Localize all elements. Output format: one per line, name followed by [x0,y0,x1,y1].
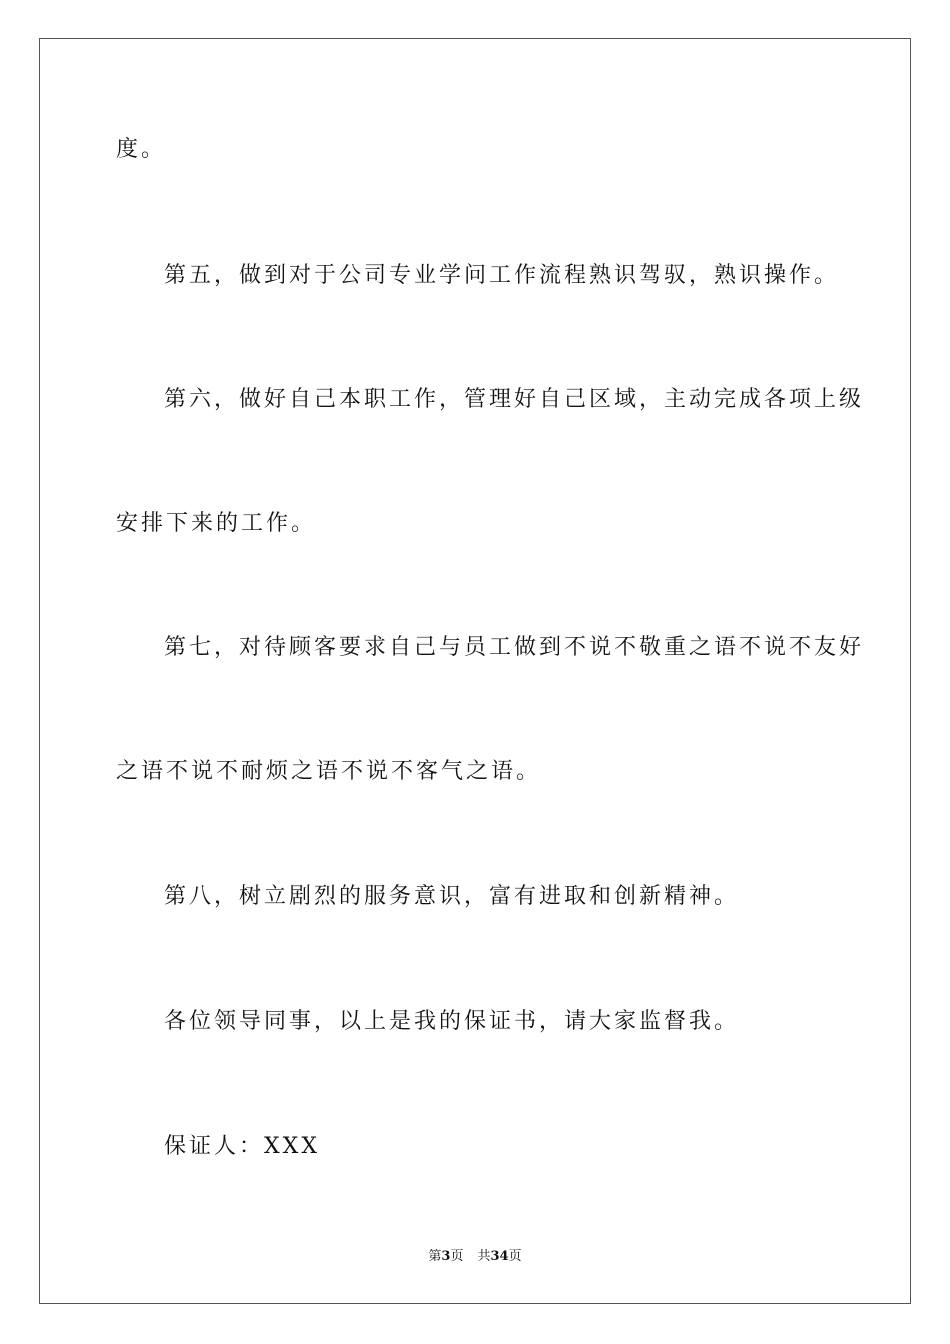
text-line-5: 第七，对待顾客要求自己与员工做到不说不敬重之语不说不友好 [164,635,865,660]
text-line-6: 之语不说不耐烦之语不说不客气之语。 [116,759,542,784]
text-line-7: 第八，树立剧烈的服务意识，富有进取和创新精神。 [164,884,740,909]
text-line-9: 保证人：XXX [164,1134,320,1159]
text-line-2: 第五，做到对于公司专业学问工作流程熟识驾驭，熟识操作。 [164,263,840,288]
text-line-4: 安排下来的工作。 [116,511,317,536]
text-line-8: 各位领导同事，以上是我的保证书，请大家监督我。 [164,1009,740,1034]
total-pages: 34 [490,1249,509,1264]
total-suffix: 页 [508,1249,522,1264]
page-suffix: 页 [450,1249,464,1264]
page-border [39,38,911,1304]
page-number: 3 [441,1249,451,1264]
text-line-1: 度。 [116,137,167,162]
page-footer [0,1248,950,1266]
page-prefix: 第 [428,1249,442,1264]
total-prefix: 共 [477,1249,491,1264]
text-line-3: 第六，做好自己本职工作，管理好自己区域，主动完成各项上级 [164,387,865,412]
